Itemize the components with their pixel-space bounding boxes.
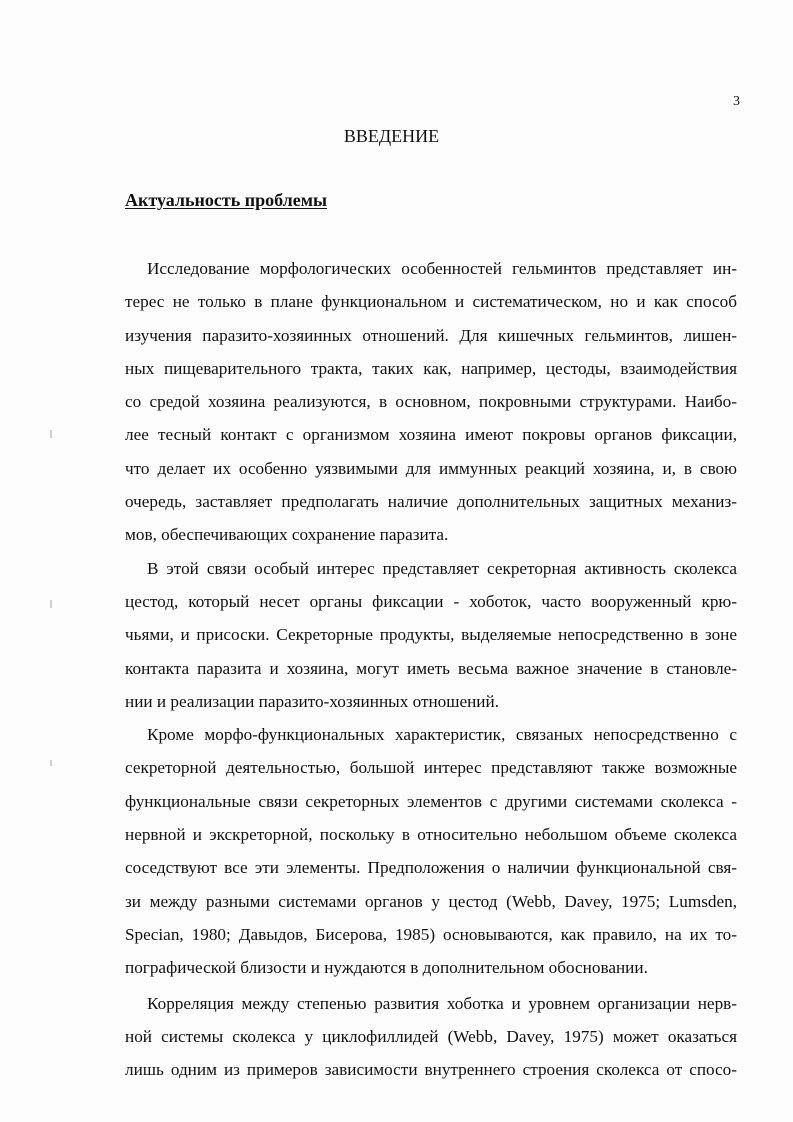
page-title-text: ВВЕДЕНИЕ	[343, 126, 440, 146]
text-line: лишь одним из примеров зависимости внутреннего строения сколекса от спосо-	[125, 1060, 737, 1080]
text-line: лее тесный контакт с организмом хозяина имеют покровы органов фиксации,	[125, 425, 737, 445]
text-line: В этой связи особый интерес представляет секреторная активность сколекса	[147, 558, 737, 578]
text-line: Корреляция между степенью развития хоботка и уровнем организации нерв-	[147, 993, 737, 1013]
paragraph-4	[103, 987, 737, 1087]
text-line: нии и реализации паразито-хозяинных отношений.	[125, 691, 500, 711]
text-line: ной системы сколекса у циклофиллидей (Webb, Davey, 1975) может оказаться	[125, 1026, 737, 1046]
text-line: контакта паразита и хозяина, могут иметь весьма важное значение в становле-	[125, 658, 737, 678]
text-line: чьями, и присоски. Секреторные продукты, выделяемые непосредственно в зоне	[125, 625, 737, 645]
paragraph-3	[103, 718, 737, 984]
scan-artifact	[50, 430, 52, 438]
text-line: Исследование морфологических особенностей гельминтов представляет ин-	[147, 259, 737, 278]
text-line: пографической близости и нуждаются в дополнительном обосновании.	[125, 958, 648, 978]
body-text	[103, 252, 737, 1086]
text-line: очередь, заставляет предполагать наличие дополнительных защитных механиз-	[125, 492, 737, 512]
text-line: соседствуют все эти элементы. Предположения о наличии функциональной свя-	[125, 858, 737, 878]
scan-artifact	[50, 760, 52, 766]
text-line: нервной и экскреторной, поскольку в относительно небольшом объеме сколекса	[125, 825, 737, 845]
page-number: 3	[733, 94, 740, 109]
text-line: изучения паразито-хозяинных отношений. Для кишечных гельминтов, лишен-	[125, 325, 737, 345]
text-line: секреторной деятельностью, большой интерес представляют также возможные	[125, 758, 737, 778]
text-line: Кроме морфо-функциональных характеристик, связаных непосредственно с	[147, 725, 737, 745]
text-line: ных пищеварительного тракта, таких как, например, цестоды, взаимодействия	[125, 358, 737, 378]
text-line: функциональные связи секреторных элементов с другими системами сколекса -	[125, 791, 737, 811]
text-line: цестод, который несет органы фиксации - хоботок, часто вооруженный крю-	[125, 591, 737, 611]
paragraph-1	[103, 252, 737, 552]
text-line: со средой хозяина реализуются, в основном, покровными структурами. Наибо-	[125, 392, 737, 412]
paragraph-2	[103, 552, 737, 718]
text-line: Specian, 1980; Давыдов, Бисерова, 1985) основываются, как правило, на их то-	[125, 924, 737, 944]
text-line: что делает их особенно уязвимыми для иммунных реакций хозяина, и, в свою	[125, 458, 737, 478]
section-heading: Актуальность проблемы	[125, 190, 328, 210]
page-title	[0, 126, 793, 147]
scan-artifact	[50, 600, 52, 608]
text-line: мов, обеспечивающих сохранение паразита.	[125, 525, 449, 545]
text-line: зи между разными системами органов у цестод (Webb, Davey, 1975; Lumsden,	[125, 891, 737, 911]
text-line: терес не только в плане функциональном и систематическом, но и как способ	[125, 292, 737, 312]
